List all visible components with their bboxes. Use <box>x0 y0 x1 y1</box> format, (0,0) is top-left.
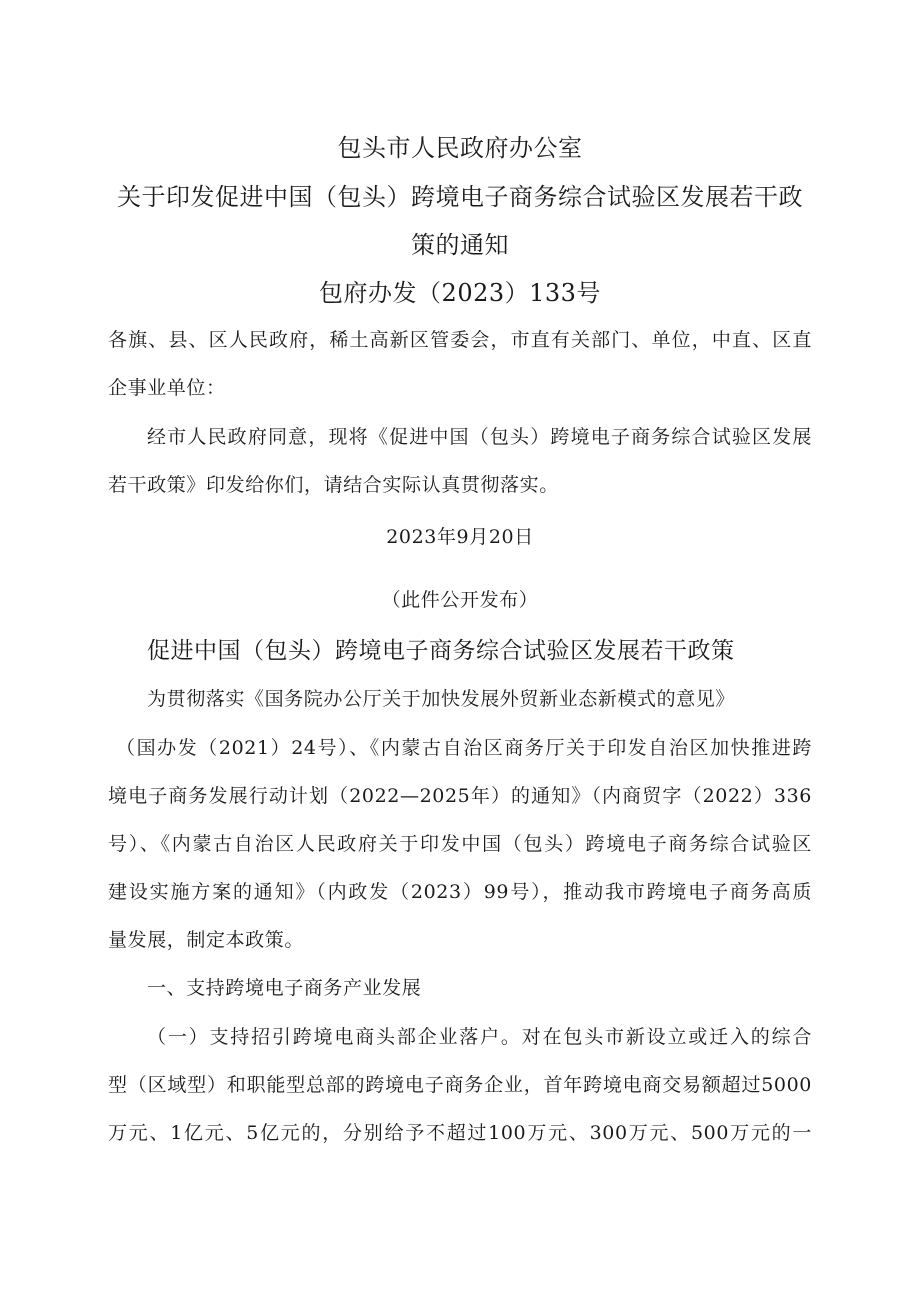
policy-intro-line: 境电子商务发展行动计划（2022—2025年）的通知》（内商贸字（2022）336 <box>108 785 812 807</box>
policy-intro-line: 号）、《内蒙古自治区人民政府关于印发中国（包头）跨境电子商务综合试验区 <box>108 833 812 855</box>
section-1-heading: 一、支持跨境电子商务产业发展 <box>147 977 422 999</box>
notice-body-line-1: 经市人民政府同意，现将《促进中国（包头）跨境电子商务综合试验区发展 <box>147 426 812 448</box>
issuer-title: 包头市人民政府办公室 <box>337 134 583 162</box>
issue-date: 2023年9月20日 <box>386 526 534 548</box>
notice-title-line-1: 关于印发促进中国（包头）跨境电子商务综合试验区发展若干政 <box>117 183 803 211</box>
document-number: 包府办发（2023）133号 <box>319 279 601 307</box>
addressee-line-1: 各旗、县、区人民政府，稀土高新区管委会，市直有关部门、单位，中直、区直 <box>108 329 812 351</box>
item-1-line: （一）支持招引跨境电商头部企业落户。对在包头市新设立或迁入的综合 <box>147 1026 812 1048</box>
policy-title: 促进中国（包头）跨境电子商务综合试验区发展若干政策 <box>147 638 735 664</box>
notice-body-line-2: 若干政策》印发给你们，请结合实际认真贯彻落实。 <box>108 474 559 496</box>
policy-intro-line: 建设实施方案的通知》（内政发（2023）99号），推动我市跨境电子商务高质 <box>108 881 812 903</box>
addressee-line-2: 企事业单位： <box>108 377 226 399</box>
policy-intro-line: 为贯彻落实《国务院办公厅关于加快发展外贸新业态新模式的意见》 <box>147 688 736 710</box>
publication-note: （此件公开发布） <box>381 589 539 611</box>
notice-title-line-2: 策的通知 <box>411 231 509 259</box>
item-1-line: 型（区域型）和职能型总部的跨境电子商务企业，首年跨境电商交易额超过5000 <box>108 1074 812 1096</box>
item-1-line: 万元、1亿元、5亿元的，分别给予不超过100万元、300万元、500万元的一 <box>108 1122 812 1144</box>
policy-intro-line: （国办发（2021）24号）、《内蒙古自治区商务厅关于印发自治区加快推进跨 <box>116 737 812 759</box>
policy-intro-line: 量发展，制定本政策。 <box>108 929 305 951</box>
